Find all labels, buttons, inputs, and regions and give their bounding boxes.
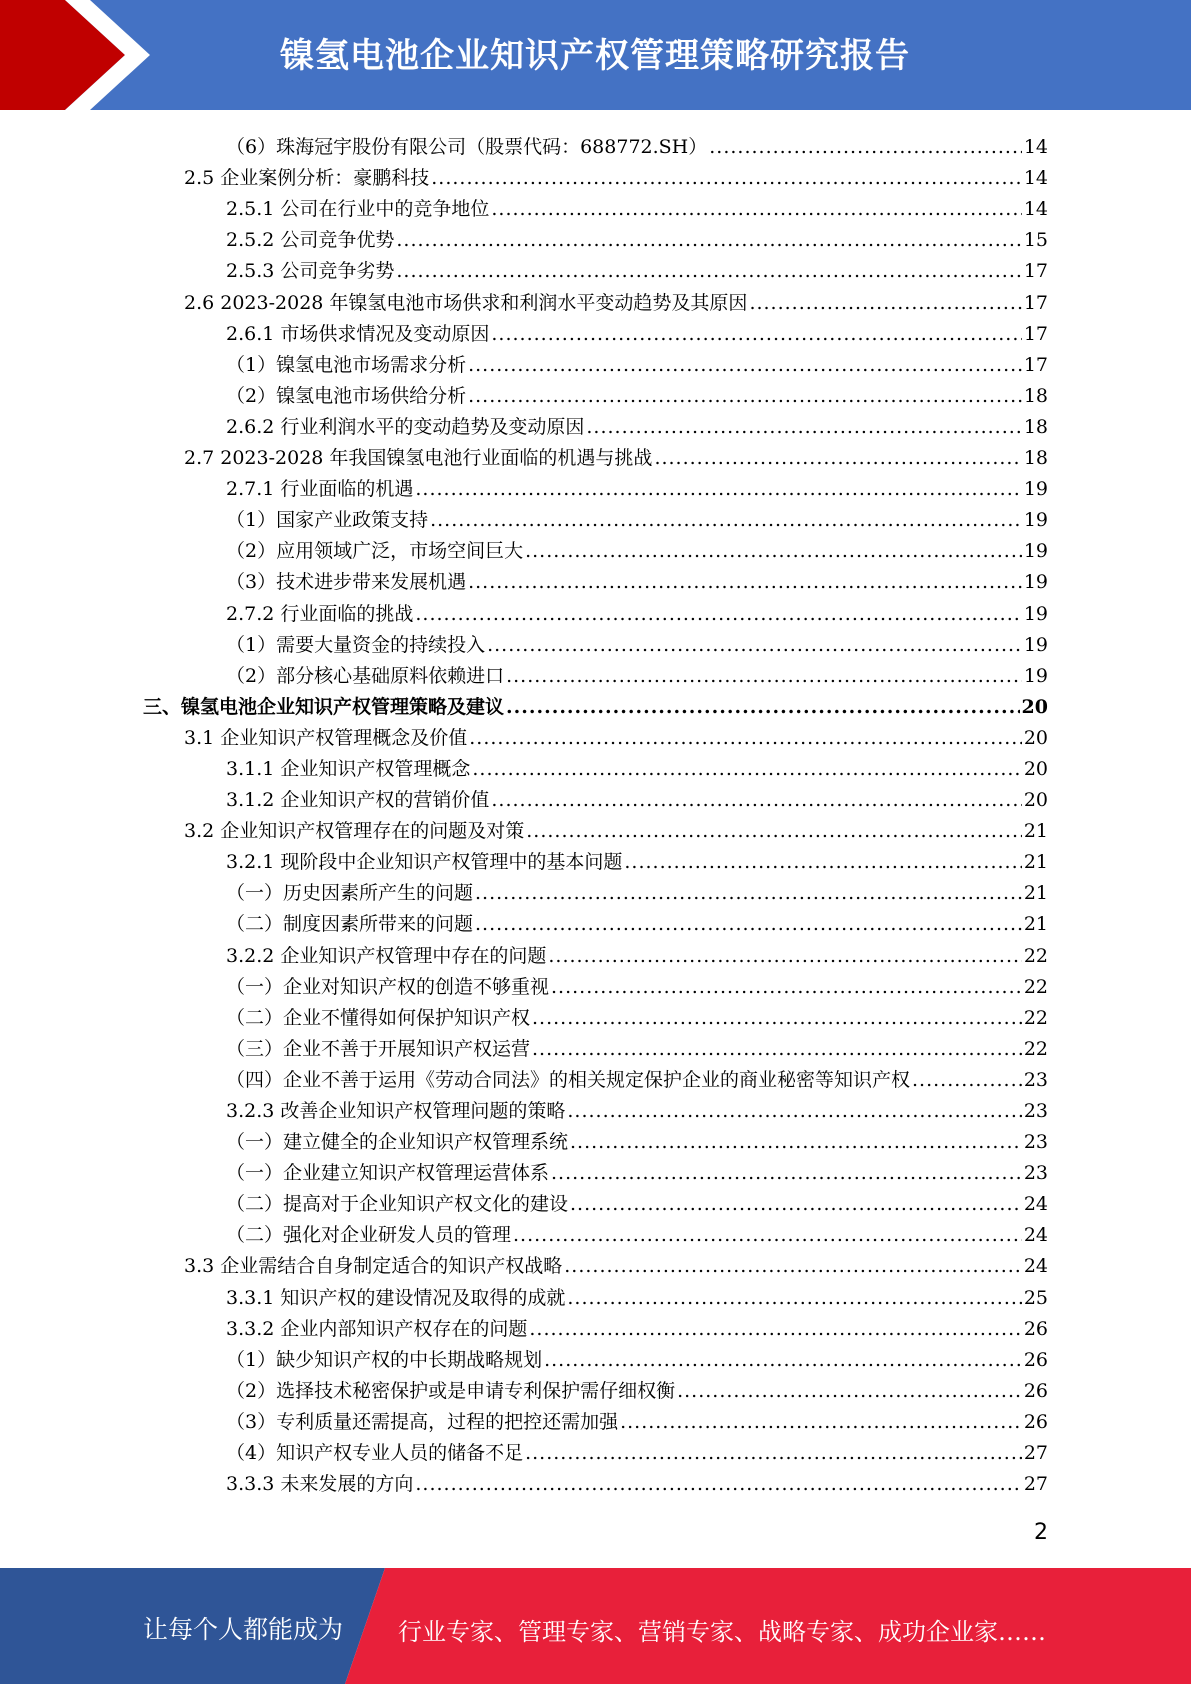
toc-dot-leader <box>487 634 1022 656</box>
toc-entry-page: 19 <box>1023 602 1048 625</box>
toc-dot-leader <box>469 727 1022 749</box>
toc-entry[interactable] <box>0 842 1191 873</box>
toc-entry-page: 27 <box>1023 1473 1048 1496</box>
toc-dot-leader <box>544 1349 1022 1371</box>
toc-entry-page: 27 <box>1023 1442 1048 1465</box>
toc-entry-page: 14 <box>1023 167 1048 190</box>
toc-entry[interactable] <box>0 500 1191 531</box>
page-number: 2 <box>1034 1520 1048 1545</box>
toc-dot-leader <box>532 1007 1022 1029</box>
toc-entry-title: 3.3.2 企业内部知识产权存在的问题 <box>226 1317 528 1340</box>
toc-dot-leader <box>415 1473 1021 1495</box>
toc-dot-leader <box>525 1442 1022 1464</box>
toc-entry-page: 22 <box>1023 975 1048 998</box>
toc-entry-title: （三）企业不善于开展知识产权运营 <box>226 1037 531 1060</box>
toc-entry-title: 2.6.2 行业利润水平的变动趋势及变动原因 <box>226 415 585 438</box>
toc-entry[interactable] <box>0 1371 1191 1402</box>
toc-entry[interactable] <box>0 562 1191 593</box>
toc-entry[interactable] <box>0 749 1191 780</box>
toc-entry-page: 22 <box>1023 1037 1048 1060</box>
toc-entry-page: 17 <box>1023 260 1048 283</box>
toc-dot-leader <box>513 1224 1022 1246</box>
toc-entry[interactable] <box>0 1060 1191 1091</box>
toc-entry-page: 23 <box>1023 1162 1048 1185</box>
toc-entry-title: 3.2.3 改善企业知识产权管理问题的策略 <box>226 1100 566 1122</box>
toc-entry-page: 20 <box>1023 789 1048 812</box>
toc-dot-leader <box>431 167 1022 189</box>
toc-dot-leader <box>475 882 1022 904</box>
toc-entry-title: 2.5.1 公司在行业中的竞争地位 <box>226 198 490 221</box>
toc-entry-page: 26 <box>1023 1348 1048 1371</box>
toc-dot-leader <box>506 665 1022 687</box>
toc-entry-page: 19 <box>1023 478 1048 501</box>
toc-entry[interactable] <box>0 407 1191 438</box>
toc-dot-leader <box>491 323 1021 345</box>
toc-entry-title: （2）部分核心基础原料依赖进口 <box>226 664 505 687</box>
toc-dot-leader <box>491 789 1021 811</box>
toc-entry[interactable] <box>0 1029 1191 1060</box>
toc-dot-leader <box>475 913 1022 935</box>
toc-entry-title: （一）历史因素所产生的问题 <box>226 882 474 905</box>
toc-dot-leader <box>472 758 1021 780</box>
toc-entry-title: 3.3.3 未来发展的方向 <box>226 1473 414 1496</box>
toc-entry-title: （1）国家产业政策支持 <box>226 509 429 532</box>
toc-dot-leader <box>415 603 1021 625</box>
toc-entry[interactable] <box>0 593 1191 624</box>
toc-dot-leader <box>551 1162 1022 1184</box>
toc-entry-title: （4）知识产权专业人员的储备不足 <box>226 1442 524 1465</box>
toc-entry[interactable] <box>0 1402 1191 1433</box>
toc-dot-leader <box>570 1131 1022 1153</box>
toc-entry-page: 21 <box>1023 820 1048 843</box>
toc-entry-title: 3.1.1 企业知识产权管理概念 <box>226 757 471 780</box>
toc-entry-page: 25 <box>1023 1286 1048 1309</box>
toc-entry[interactable] <box>0 531 1191 562</box>
toc-dot-leader <box>567 1100 1021 1122</box>
toc-dot-leader <box>526 820 1022 842</box>
toc-entry-page: 21 <box>1023 882 1048 905</box>
toc-entry-title: 3.3.1 知识产权的建设情况及取得的成就 <box>226 1286 566 1309</box>
toc-entry[interactable] <box>0 780 1191 811</box>
toc-entry-title: （3）技术进步带来发展机遇 <box>226 571 467 594</box>
toc-entry[interactable] <box>0 811 1191 842</box>
toc-entry-page: 26 <box>1023 1410 1048 1433</box>
toc-entry[interactable] <box>0 873 1191 904</box>
toc-dot-leader <box>620 1411 1022 1433</box>
toc-entry-title: 2.6.1 市场供求情况及变动原因 <box>226 322 490 345</box>
toc-entry-title: （二）制度因素所带来的问题 <box>226 913 474 936</box>
toc-entry-title: 2.7.1 行业面临的机遇 <box>226 478 414 501</box>
toc-entry-page: 23 <box>1023 1131 1048 1154</box>
toc-entry-page: 19 <box>1023 509 1048 532</box>
toc-entry-title: 2.6 2023-2028 年镍氢电池市场供求和利润水平变动趋势及其原因 <box>184 291 748 314</box>
toc-entry[interactable] <box>0 1153 1191 1184</box>
toc-entry-title: （6）珠海冠宇股份有限公司（股票代码：688772.SH） <box>226 136 708 159</box>
toc-entry[interactable] <box>0 158 1191 189</box>
page-footer <box>0 1568 1191 1684</box>
toc-entry[interactable] <box>0 469 1191 500</box>
toc-dot-leader <box>677 1380 1022 1402</box>
toc-dot-leader <box>551 976 1022 998</box>
toc-dot-leader <box>430 509 1022 531</box>
footer-slogan-left: 让每个人都能成为 <box>143 1615 344 1644</box>
toc-entry-page: 23 <box>1023 1068 1048 1091</box>
toc-dot-leader <box>586 416 1021 438</box>
toc-entry-page: 24 <box>1023 1193 1048 1216</box>
toc-entry-title: 3.2.1 现阶段中企业知识产权管理中的基本问题 <box>226 851 623 874</box>
toc-entry-title: （一）企业对知识产权的创造不够重视 <box>226 975 550 998</box>
toc-entry[interactable] <box>0 998 1191 1029</box>
toc-entry-title: 3.1.2 企业知识产权的营销价值 <box>226 789 490 812</box>
toc-entry[interactable] <box>0 1184 1191 1215</box>
toc-entry-title: （1）镍氢电池市场需求分析 <box>226 353 467 376</box>
toc-dot-leader <box>396 260 1021 282</box>
toc-entry-page: 18 <box>1023 384 1048 407</box>
toc-entry-page: 26 <box>1023 1379 1048 1402</box>
toc-dot-leader <box>548 945 1021 967</box>
toc-dot-leader <box>654 447 1021 469</box>
toc-entry[interactable] <box>0 282 1191 313</box>
toc-entry[interactable] <box>0 1246 1191 1277</box>
toc-entry[interactable] <box>0 904 1191 935</box>
toc-entry-title: 2.5.2 公司竞争优势 <box>226 229 395 252</box>
toc-entry-page: 26 <box>1023 1317 1048 1340</box>
toc-entry-title: （1）缺少知识产权的中长期战略规划 <box>226 1348 543 1371</box>
toc-entry[interactable] <box>0 1433 1191 1464</box>
report-title: 镍氢电池企业知识产权管理策略研究报告 <box>280 36 910 76</box>
toc-entry[interactable] <box>0 1091 1191 1122</box>
toc-entry[interactable] <box>0 687 1191 718</box>
toc-entry-page: 19 <box>1023 633 1048 656</box>
toc-entry-page: 23 <box>1023 1100 1048 1122</box>
toc-entry-page: 14 <box>1023 198 1048 221</box>
footer-slogan-right: 行业专家、管理专家、营销专家、战略专家、成功企业家…… <box>398 1618 1046 1646</box>
table-of-contents <box>0 127 1191 1495</box>
toc-entry-page: 15 <box>1023 229 1048 252</box>
toc-entry-title: 2.7 2023-2028 年我国镍氢电池行业面临的机遇与挑战 <box>184 447 653 470</box>
page-header <box>0 0 1191 110</box>
toc-dot-leader <box>525 540 1022 562</box>
toc-dot-leader <box>415 478 1021 500</box>
toc-entry[interactable] <box>0 189 1191 220</box>
toc-dot-leader <box>468 354 1022 376</box>
toc-dot-leader <box>491 198 1021 220</box>
toc-dot-leader <box>468 571 1022 593</box>
toc-entry-title: 3.2.2 企业知识产权管理中存在的问题 <box>226 944 547 967</box>
toc-entry-title: （2）镍氢电池市场供给分析 <box>226 384 467 407</box>
toc-dot-leader <box>570 1193 1022 1215</box>
toc-entry-title: （一）企业建立知识产权管理运营体系 <box>226 1162 550 1185</box>
toc-dot-leader <box>564 1255 1022 1277</box>
toc-entry-title: 三、镍氢电池企业知识产权管理策略及建议 <box>143 695 505 718</box>
toc-dot-leader <box>396 229 1021 251</box>
toc-entry-page: 24 <box>1023 1255 1048 1278</box>
toc-entry-title: （1）需要大量资金的持续投入 <box>226 633 486 656</box>
toc-entry[interactable] <box>0 251 1191 282</box>
toc-entry-title: （3）专利质量还需提高，过程的把控还需加强 <box>226 1410 619 1433</box>
toc-entry[interactable] <box>0 376 1191 407</box>
toc-entry-title: （二）企业不懂得如何保护知识产权 <box>226 1006 531 1029</box>
toc-entry-title: 3.2 企业知识产权管理存在的问题及对策 <box>184 820 525 843</box>
toc-entry-page: 20 <box>1023 757 1048 780</box>
toc-dot-leader <box>567 1287 1021 1309</box>
toc-entry-page: 18 <box>1023 415 1048 438</box>
toc-entry-page: 19 <box>1023 571 1048 594</box>
toc-entry[interactable] <box>0 314 1191 345</box>
toc-entry-page: 22 <box>1023 944 1048 967</box>
toc-entry-title: （二）强化对企业研发人员的管理 <box>226 1224 512 1247</box>
toc-entry[interactable] <box>0 1122 1191 1153</box>
toc-entry-page: 17 <box>1023 291 1048 314</box>
toc-entry-page: 21 <box>1023 851 1048 874</box>
toc-entry-title: （一）建立健全的企业知识产权管理系统 <box>226 1131 569 1154</box>
toc-entry-page: 18 <box>1023 447 1048 470</box>
toc-entry[interactable] <box>0 1277 1191 1308</box>
toc-entry-title: 3.1 企业知识产权管理概念及价值 <box>184 726 468 749</box>
toc-entry-page: 17 <box>1023 353 1048 376</box>
toc-entry-page: 19 <box>1023 540 1048 563</box>
toc-entry-page: 21 <box>1023 913 1048 936</box>
toc-dot-leader <box>468 385 1022 407</box>
toc-dot-leader <box>912 1069 1022 1091</box>
toc-entry[interactable] <box>0 1215 1191 1246</box>
toc-entry[interactable] <box>0 935 1191 966</box>
toc-entry-title: 2.5.3 公司竞争劣势 <box>226 260 395 283</box>
toc-entry[interactable] <box>0 656 1191 687</box>
toc-dot-leader <box>532 1038 1022 1060</box>
toc-entry-title: 2.7.2 行业面临的挑战 <box>226 602 414 625</box>
toc-entry[interactable] <box>0 967 1191 998</box>
toc-dot-leader <box>624 851 1021 873</box>
toc-entry[interactable] <box>0 127 1191 158</box>
toc-dot-leader <box>709 136 1022 158</box>
toc-dot-leader <box>529 1318 1021 1340</box>
toc-entry-page: 22 <box>1023 1006 1048 1029</box>
toc-entry-page: 20 <box>1023 726 1048 749</box>
toc-entry[interactable] <box>0 718 1191 749</box>
toc-entry[interactable] <box>0 625 1191 656</box>
toc-entry-page: 14 <box>1023 136 1048 159</box>
toc-entry[interactable] <box>0 438 1191 469</box>
toc-entry-page: 24 <box>1023 1224 1048 1247</box>
toc-entry-title: （二）提高对于企业知识产权文化的建设 <box>226 1193 569 1216</box>
toc-entry-title: （四）企业不善于运用《劳动合同法》的相关规定保护企业的商业秘密等知识产权 <box>226 1068 911 1091</box>
toc-entry-page: 17 <box>1023 322 1048 345</box>
toc-entry[interactable] <box>0 345 1191 376</box>
toc-dot-leader <box>749 292 1021 314</box>
toc-entry-title: 2.5 企业案例分析：豪鹏科技 <box>184 167 430 190</box>
toc-entry-title: 3.3 企业需结合自身制定适合的知识产权战略 <box>184 1255 563 1278</box>
toc-entry[interactable] <box>0 220 1191 251</box>
toc-entry[interactable] <box>0 1309 1191 1340</box>
toc-entry-title: （2）应用领域广泛，市场空间巨大 <box>226 540 524 563</box>
toc-entry[interactable] <box>0 1464 1191 1495</box>
toc-entry-title: （2）选择技术秘密保护或是申请专利保护需仔细权衡 <box>226 1379 676 1402</box>
toc-entry-page: 20 <box>1021 695 1048 718</box>
toc-entry[interactable] <box>0 1340 1191 1371</box>
toc-dot-leader <box>506 696 1020 718</box>
toc-entry-page: 19 <box>1023 664 1048 687</box>
